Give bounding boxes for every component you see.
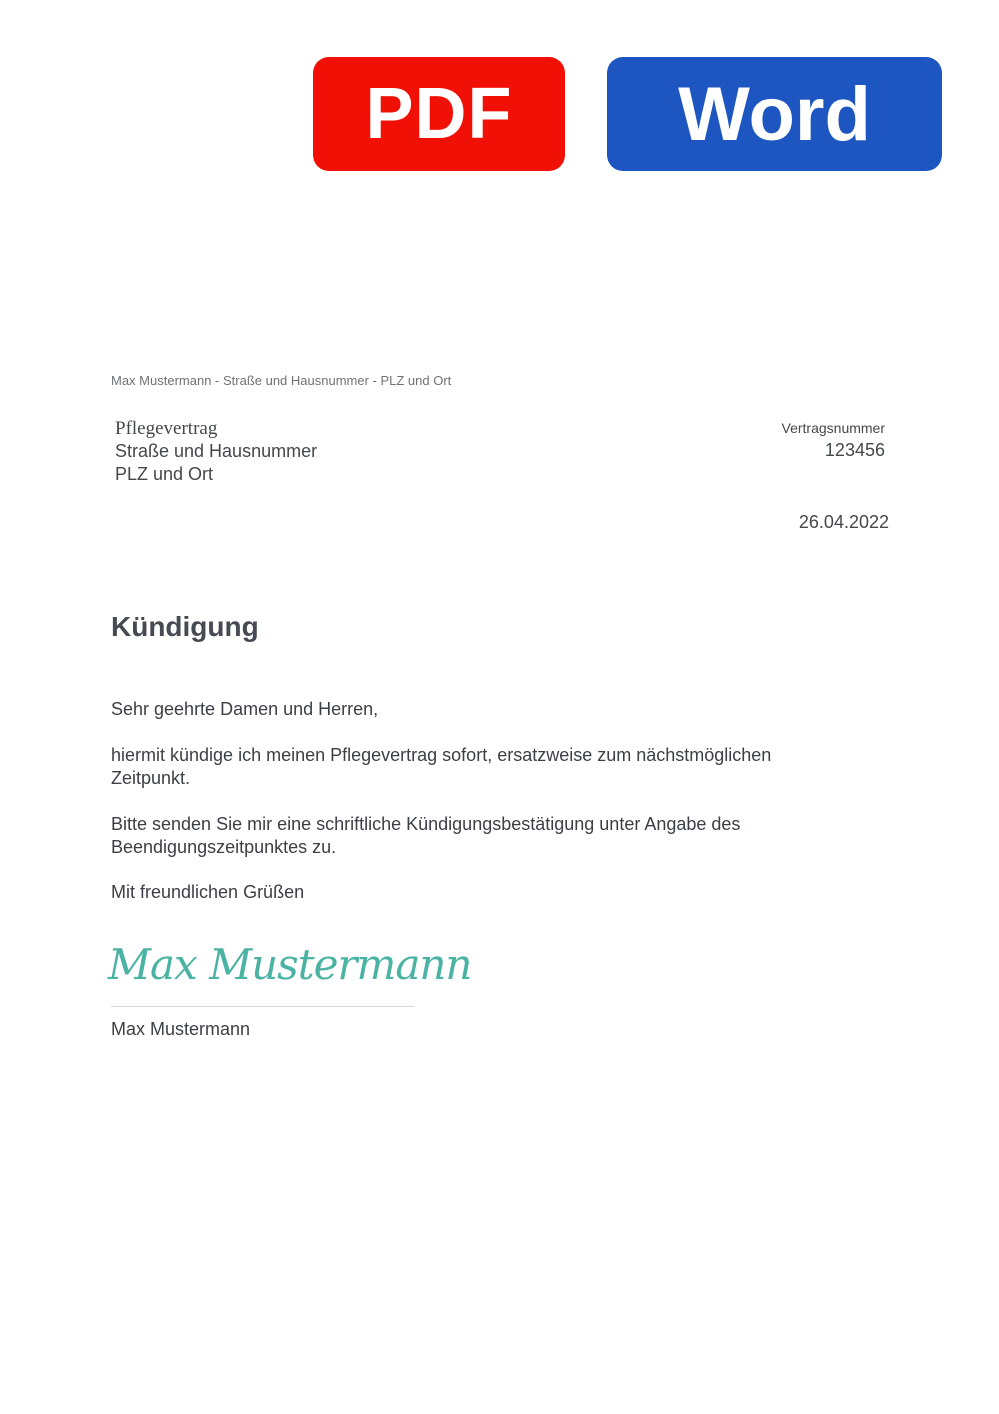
signature-divider <box>111 1006 414 1007</box>
letter-subject: Kündigung <box>111 611 259 642</box>
body-paragraph-2 <box>111 813 831 859</box>
contract-number-value: 123456 <box>824 440 885 460</box>
recipient-address <box>115 417 317 486</box>
recipient-city: PLZ und Ort <box>115 464 214 484</box>
body-paragraph-1-line-2: Zeitpunkt. <box>111 768 191 788</box>
download-pdf-button[interactable]: PDF <box>313 57 565 171</box>
salutation: Sehr geehrte Damen und Herren, <box>111 699 379 719</box>
letter-date: 26.04.2022 <box>798 512 889 532</box>
closing: Mit freundlichen Grüßen <box>111 882 305 902</box>
handwritten-signature: Max Mustermann <box>108 940 472 989</box>
body-paragraph-1-line-1: hiermit kündige ich meinen Pflegevertrag sofort, ersatzweise zum nächstmöglichen <box>111 745 772 765</box>
body-paragraph-2-line-2: Beendigungszeitpunktes zu. <box>111 837 337 857</box>
download-word-button[interactable]: Word <box>607 57 942 171</box>
sender-address-line: Max Mustermann - Straße und Hausnummer - PLZ und Ort <box>111 373 452 388</box>
signer-name: Max Mustermann <box>111 1019 251 1039</box>
recipient-street: Straße und Hausnummer <box>115 441 318 461</box>
body-paragraph-1 <box>111 744 831 790</box>
recipient-name: Pflegevertrag <box>115 418 218 439</box>
body-paragraph-2-line-1: Bitte senden Sie mir eine schriftliche Kündigungsbestätigung unter Angabe des <box>111 814 741 834</box>
contract-number-label: Vertragsnummer <box>781 420 885 436</box>
